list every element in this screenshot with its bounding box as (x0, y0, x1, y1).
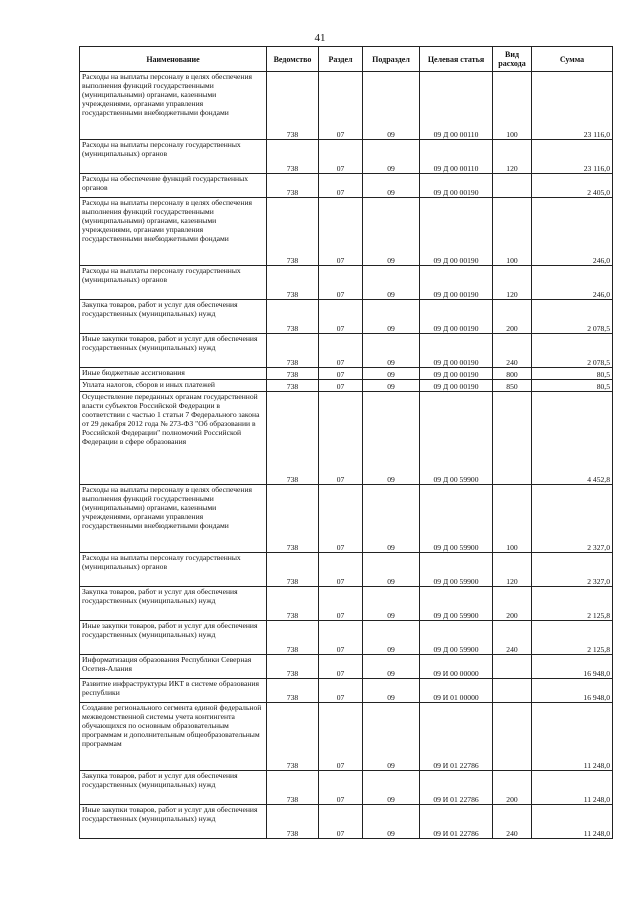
cell-summa: 246,0 (532, 198, 613, 266)
cell-podrazdel: 09 (363, 174, 420, 198)
table-row (80, 485, 613, 553)
cell-razdel: 07 (319, 553, 363, 587)
cell-name: Иные закупки товаров, работ и услуг для обеспечения государственных (муниципальных) нужд (80, 621, 267, 655)
cell-vedomstvo: 738 (267, 679, 319, 703)
cell-podrazdel: 09 (363, 655, 420, 679)
cell-vid: 120 (493, 266, 532, 300)
cell-name: Расходы на выплаты персоналу государственных (муниципальных) органов (80, 553, 267, 587)
cell-vid: 240 (493, 334, 532, 368)
header-summa: Сумма (532, 47, 613, 72)
cell-name: Создание регионального сегмента единой федеральной межведомственной системы учета контингента обучающихся по основным образовательным программам и дополнительным общеобразовательным программам (80, 703, 267, 771)
table-row (80, 266, 613, 300)
cell-podrazdel: 09 (363, 703, 420, 771)
cell-name: Расходы на выплаты персоналу в целях обеспечения выполнения функций государственными (муниципальными) органами, казенными учреждениями, органами управления государственными внебюджетными фондами (80, 198, 267, 266)
cell-summa: 16 948,0 (532, 655, 613, 679)
cell-name: Расходы на обеспечение функций государственных органов (80, 174, 267, 198)
table-row (80, 771, 613, 805)
cell-name: Расходы на выплаты персоналу в целях обеспечения выполнения функций государственными (муниципальными) органами, казенными учреждениями, органами управления государственными внебюджетными фондами (80, 485, 267, 553)
table-row (80, 72, 613, 140)
cell-statya: 09 И 00 00000 (420, 655, 493, 679)
cell-razdel: 07 (319, 368, 363, 380)
cell-statya: 09 И 01 22786 (420, 703, 493, 771)
cell-summa: 2 405,0 (532, 174, 613, 198)
cell-vedomstvo: 738 (267, 380, 319, 392)
cell-statya: 09 Д 00 00110 (420, 140, 493, 174)
cell-razdel: 07 (319, 266, 363, 300)
cell-summa: 2 327,0 (532, 485, 613, 553)
table-row (80, 380, 613, 392)
cell-vid: 200 (493, 587, 532, 621)
cell-vid: 120 (493, 553, 532, 587)
header-vid: Вид расхода (493, 47, 532, 72)
cell-name: Расходы на выплаты персоналу в целях обеспечения выполнения функций государственными (муниципальными) органами, казенными учреждениями, органами управления государственными внебюджетными фондами (80, 72, 267, 140)
cell-vedomstvo: 738 (267, 300, 319, 334)
cell-razdel: 07 (319, 72, 363, 140)
cell-vid (493, 655, 532, 679)
cell-name: Информатизация образования Республики Северная Осетия-Алания (80, 655, 267, 679)
cell-vedomstvo: 738 (267, 805, 319, 839)
cell-podrazdel: 09 (363, 392, 420, 485)
cell-razdel: 07 (319, 140, 363, 174)
table-row (80, 300, 613, 334)
table-row (80, 655, 613, 679)
cell-statya: 09 Д 00 00190 (420, 198, 493, 266)
cell-razdel: 07 (319, 334, 363, 368)
cell-summa: 4 452,8 (532, 392, 613, 485)
cell-vedomstvo: 738 (267, 485, 319, 553)
cell-statya: 09 И 01 22786 (420, 771, 493, 805)
cell-vid: 100 (493, 485, 532, 553)
cell-razdel: 07 (319, 485, 363, 553)
cell-vedomstvo: 738 (267, 198, 319, 266)
cell-name: Осуществление переданных органам государственной власти субъектов Российской Федерации в соответствии с частью 1 статьи 7 Федерального закона от 29 декабря 2012 года № 273-ФЗ "Об образовании в Российской Федерации" полномочий Российской Федерации в сфере образования (80, 392, 267, 485)
cell-podrazdel: 09 (363, 805, 420, 839)
cell-statya: 09 Д 00 00190 (420, 174, 493, 198)
cell-vedomstvo: 738 (267, 72, 319, 140)
cell-summa: 80,5 (532, 368, 613, 380)
cell-vedomstvo: 738 (267, 174, 319, 198)
header-vedomstvo: Ведомство (267, 47, 319, 72)
cell-statya: 09 Д 00 00190 (420, 334, 493, 368)
cell-vedomstvo: 738 (267, 655, 319, 679)
cell-name: Иные бюджетные ассигнования (80, 368, 267, 380)
cell-podrazdel: 09 (363, 368, 420, 380)
cell-podrazdel: 09 (363, 380, 420, 392)
cell-name: Расходы на выплаты персоналу государственных (муниципальных) органов (80, 140, 267, 174)
cell-razdel: 07 (319, 300, 363, 334)
cell-statya: 09 И 01 22786 (420, 805, 493, 839)
cell-podrazdel: 09 (363, 140, 420, 174)
cell-summa: 23 116,0 (532, 140, 613, 174)
header-statya: Целевая статья (420, 47, 493, 72)
cell-statya: 09 И 01 00000 (420, 679, 493, 703)
cell-summa: 2 078,5 (532, 334, 613, 368)
header-name: Наименование (80, 47, 267, 72)
cell-name: Уплата налогов, сборов и иных платежей (80, 380, 267, 392)
cell-summa: 11 248,0 (532, 805, 613, 839)
table-row (80, 553, 613, 587)
cell-razdel: 07 (319, 587, 363, 621)
cell-name: Иные закупки товаров, работ и услуг для обеспечения государственных (муниципальных) нужд (80, 334, 267, 368)
header-row (80, 47, 613, 72)
cell-podrazdel: 09 (363, 679, 420, 703)
cell-summa: 2 125,8 (532, 621, 613, 655)
cell-name: Закупка товаров, работ и услуг для обеспечения государственных (муниципальных) нужд (80, 771, 267, 805)
cell-vedomstvo: 738 (267, 368, 319, 380)
cell-summa: 2 125,8 (532, 587, 613, 621)
table-row (80, 805, 613, 839)
cell-vid: 100 (493, 72, 532, 140)
cell-name: Расходы на выплаты персоналу государственных (муниципальных) органов (80, 266, 267, 300)
cell-razdel: 07 (319, 621, 363, 655)
table-row (80, 621, 613, 655)
table-row (80, 334, 613, 368)
cell-statya: 09 Д 00 00190 (420, 368, 493, 380)
cell-vid: 200 (493, 771, 532, 805)
cell-summa: 246,0 (532, 266, 613, 300)
cell-vedomstvo: 738 (267, 140, 319, 174)
cell-vid (493, 392, 532, 485)
cell-vedomstvo: 738 (267, 266, 319, 300)
cell-vedomstvo: 738 (267, 587, 319, 621)
cell-vid: 100 (493, 198, 532, 266)
cell-name: Закупка товаров, работ и услуг для обеспечения государственных (муниципальных) нужд (80, 587, 267, 621)
cell-summa: 2 327,0 (532, 553, 613, 587)
table-row (80, 679, 613, 703)
budget-table (79, 46, 613, 839)
cell-vedomstvo: 738 (267, 703, 319, 771)
cell-vid: 240 (493, 621, 532, 655)
cell-razdel: 07 (319, 380, 363, 392)
cell-statya: 09 Д 00 00190 (420, 266, 493, 300)
cell-razdel: 07 (319, 174, 363, 198)
cell-statya: 09 Д 00 59900 (420, 553, 493, 587)
cell-vid: 800 (493, 368, 532, 380)
cell-summa: 11 248,0 (532, 703, 613, 771)
cell-statya: 09 Д 00 00190 (420, 380, 493, 392)
table-row (80, 140, 613, 174)
cell-razdel: 07 (319, 805, 363, 839)
cell-name: Закупка товаров, работ и услуг для обеспечения государственных (муниципальных) нужд (80, 300, 267, 334)
cell-razdel: 07 (319, 392, 363, 485)
cell-vid (493, 703, 532, 771)
cell-summa: 2 078,5 (532, 300, 613, 334)
cell-statya: 09 Д 00 59900 (420, 587, 493, 621)
cell-podrazdel: 09 (363, 72, 420, 140)
cell-vid: 120 (493, 140, 532, 174)
page-number: 41 (314, 32, 326, 44)
cell-razdel: 07 (319, 771, 363, 805)
cell-vedomstvo: 738 (267, 621, 319, 655)
table-row (80, 392, 613, 485)
cell-podrazdel: 09 (363, 771, 420, 805)
cell-vedomstvo: 738 (267, 334, 319, 368)
cell-podrazdel: 09 (363, 485, 420, 553)
cell-name: Развитие инфраструктуры ИКТ в системе образования республики (80, 679, 267, 703)
cell-vedomstvo: 738 (267, 553, 319, 587)
cell-podrazdel: 09 (363, 198, 420, 266)
cell-summa: 80,5 (532, 380, 613, 392)
cell-podrazdel: 09 (363, 553, 420, 587)
table-row (80, 587, 613, 621)
cell-podrazdel: 09 (363, 266, 420, 300)
cell-summa: 16 948,0 (532, 679, 613, 703)
cell-statya: 09 Д 00 59900 (420, 485, 493, 553)
cell-podrazdel: 09 (363, 587, 420, 621)
cell-podrazdel: 09 (363, 300, 420, 334)
cell-name: Иные закупки товаров, работ и услуг для обеспечения государственных (муниципальных) нужд (80, 805, 267, 839)
cell-statya: 09 Д 00 59900 (420, 621, 493, 655)
cell-podrazdel: 09 (363, 621, 420, 655)
table-row (80, 703, 613, 771)
cell-vid (493, 174, 532, 198)
cell-vedomstvo: 738 (267, 771, 319, 805)
table-row (80, 368, 613, 380)
cell-razdel: 07 (319, 198, 363, 266)
cell-summa: 11 248,0 (532, 771, 613, 805)
header-podrazdel: Подраздел (363, 47, 420, 72)
cell-vedomstvo: 738 (267, 392, 319, 485)
cell-razdel: 07 (319, 703, 363, 771)
cell-razdel: 07 (319, 679, 363, 703)
table-row (80, 174, 613, 198)
cell-vid (493, 679, 532, 703)
header-razdel: Раздел (319, 47, 363, 72)
cell-razdel: 07 (319, 655, 363, 679)
cell-vid: 850 (493, 380, 532, 392)
cell-statya: 09 Д 00 00190 (420, 300, 493, 334)
table-row (80, 198, 613, 266)
cell-vid: 200 (493, 300, 532, 334)
cell-statya: 09 Д 00 59900 (420, 392, 493, 485)
cell-summa: 23 116,0 (532, 72, 613, 140)
cell-podrazdel: 09 (363, 334, 420, 368)
cell-statya: 09 Д 00 00110 (420, 72, 493, 140)
cell-vid: 240 (493, 805, 532, 839)
